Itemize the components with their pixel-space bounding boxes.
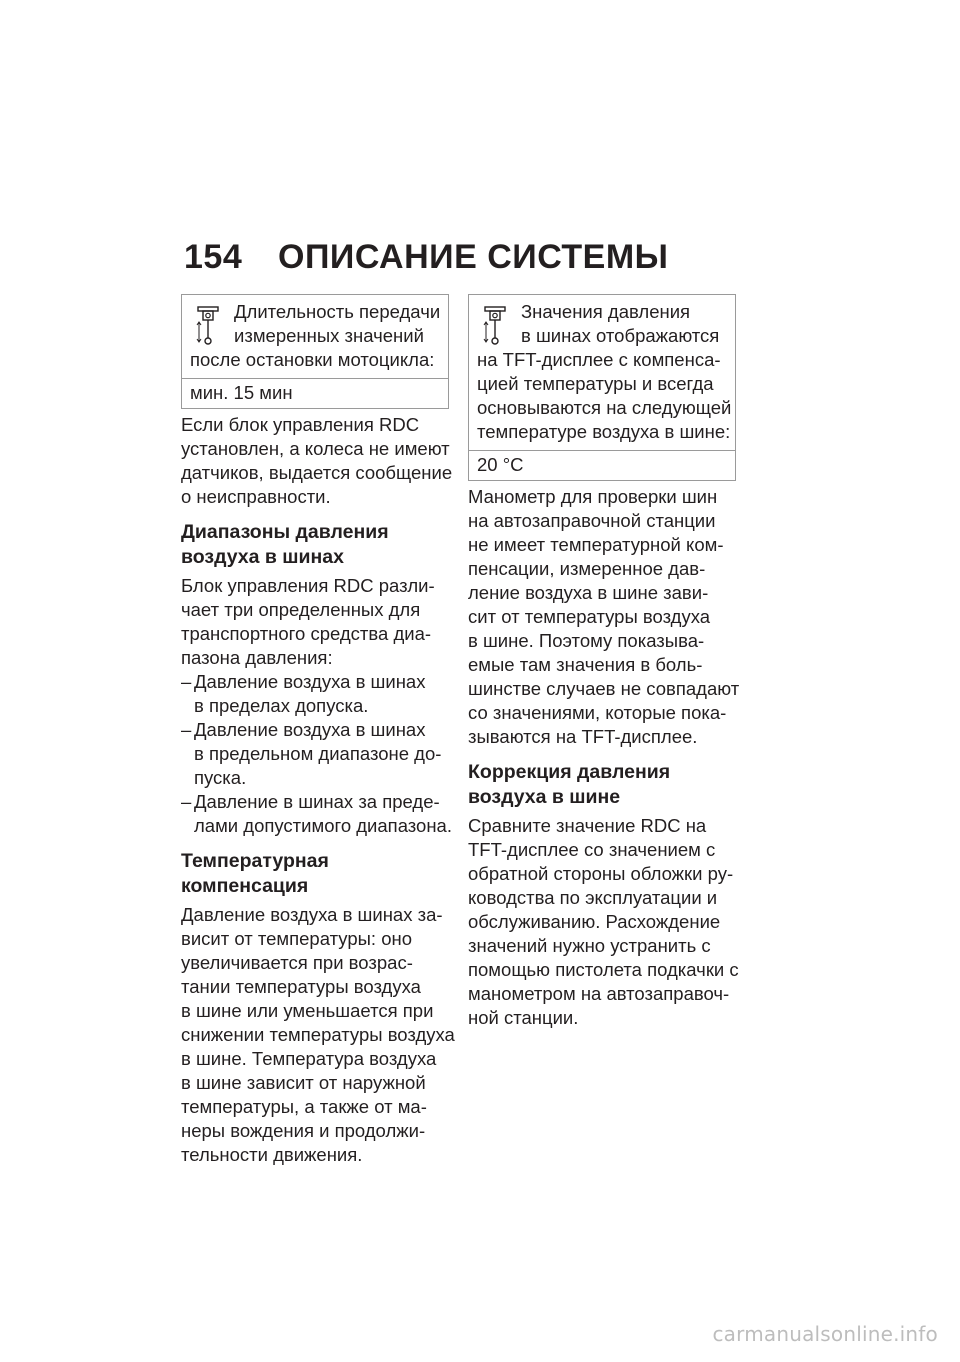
heading-line: воздуха в шинах [181,546,344,568]
watermark: carmanualsonline.info [712,1322,938,1346]
text-line: в шине. Температура воздуха [181,1048,437,1069]
transmission-duration-infobox [181,294,449,409]
left-column [181,294,455,1167]
text-line: Если блок управления RDC [181,414,420,435]
heading-line: компенсация [181,875,309,897]
paragraph [181,413,453,509]
text-line: TFT-дисплее со значением с [468,839,716,860]
text-line: зываются на TFT-дисплее. [468,726,698,747]
text-line: шинстве случаев не совпадают [468,678,740,699]
paragraph [181,574,452,838]
text-line: сит от температуры воздуха [468,606,711,627]
section-heading [181,849,449,899]
list-item [181,790,452,838]
tire-pressure-gauge-icon [483,305,509,349]
page-header [184,238,668,277]
reference-temperature-infobox [468,294,736,481]
text-line: Сравните значение RDC на [468,815,707,836]
text-line: пазона давления: [181,647,333,668]
list-item [181,670,449,718]
text-line: в пределах допуска. [194,695,369,716]
infobox-value: 20 °C [469,450,735,480]
text-line: – Давление воздуха в шинах [194,719,426,740]
text-line: значений нужно устранить с [468,935,711,956]
infobox-line: Длительность передачи [234,301,441,322]
text-line: висит от температуры: оно [181,928,412,949]
infobox-line: измеренных значений [234,325,424,346]
text-line: датчиков, выдается сообщение [181,462,453,483]
text-line: увеличивается при возрас- [181,952,413,973]
text-line: лами допустимого диапазона. [194,815,452,836]
heading-line: воздуха в шине [468,786,621,808]
text-line: температуры, а также от ма- [181,1096,427,1117]
text-line: Давление воздуха в шинах за- [181,904,443,925]
text-line: снижении температуры воздуха [181,1024,455,1045]
text-line: в шине или уменьшается при [181,1000,434,1021]
text-line: в шине. Поэтому показыва- [468,630,705,651]
text-line: – Давление воздуха в шинах [194,671,426,692]
infobox-line: в шинах отображаются [521,325,720,346]
text-line: Манометр для проверки шин [468,486,718,507]
text-line: в шине зависит от наружной [181,1072,426,1093]
text-line: – Давление в шинах за преде- [194,791,440,812]
text-line: ководства по эксплуатации и [468,887,718,908]
text-line: Блок управления RDC разли- [181,575,435,596]
section-heading [181,520,449,570]
infobox-line: основываются на следующей [477,397,732,418]
infobox-line: после остановки мотоцикла: [190,349,435,370]
text-line: о неисправности. [181,486,331,507]
tire-pressure-gauge-icon [196,305,222,349]
text-line: помощью пистолета подкачки с [468,959,739,980]
paragraph [468,814,739,1030]
page-number: 154 [184,238,243,276]
infobox-line: температуре воздуха в шине: [477,421,731,442]
section-heading [468,760,736,810]
infobox-line: цией температуры и всегда [477,373,714,394]
text-line: тельности движения. [181,1144,363,1165]
text-line: транспортного средства диа- [181,623,432,644]
text-line: ление воздуха в шине зави- [468,582,709,603]
text-line: установлен, а колеса не имеют [181,438,450,459]
text-line: со значениями, которые пока- [468,702,727,723]
section-title: ОПИСАНИЕ СИСТЕМЫ [278,238,669,276]
text-line: пуска. [194,767,247,788]
infobox-line: на TFT-дисплее с компенса- [477,349,721,370]
heading-line: Диапазоны давления [181,521,389,543]
text-line: на автозаправочной станции [468,510,716,531]
text-line: ной станции. [468,1007,579,1028]
heading-line: Температурная [181,850,329,872]
heading-line: Коррекция давления [468,761,671,783]
text-line: емые там значения в боль- [468,654,703,675]
right-column [468,294,740,1030]
infobox-line: Значения давления [521,301,691,322]
text-line: в предельном диапазоне до- [194,743,442,764]
list-item [181,718,449,790]
text-line: пенсации, измеренное дав- [468,558,706,579]
text-line: обратной стороны обложки ру- [468,863,734,884]
paragraph [181,903,455,1167]
text-line: не имеет температурной ком- [468,534,724,555]
text-line: чает три определенных для [181,599,421,620]
infobox-value: мин. 15 мин [182,378,448,408]
text-line: манометром на автозаправоч- [468,983,730,1004]
text-line: тании температуры воздуха [181,976,421,997]
text-line: неры вождения и продолжи- [181,1120,426,1141]
text-line: обслуживанию. Расхождение [468,911,721,932]
paragraph [468,485,740,749]
